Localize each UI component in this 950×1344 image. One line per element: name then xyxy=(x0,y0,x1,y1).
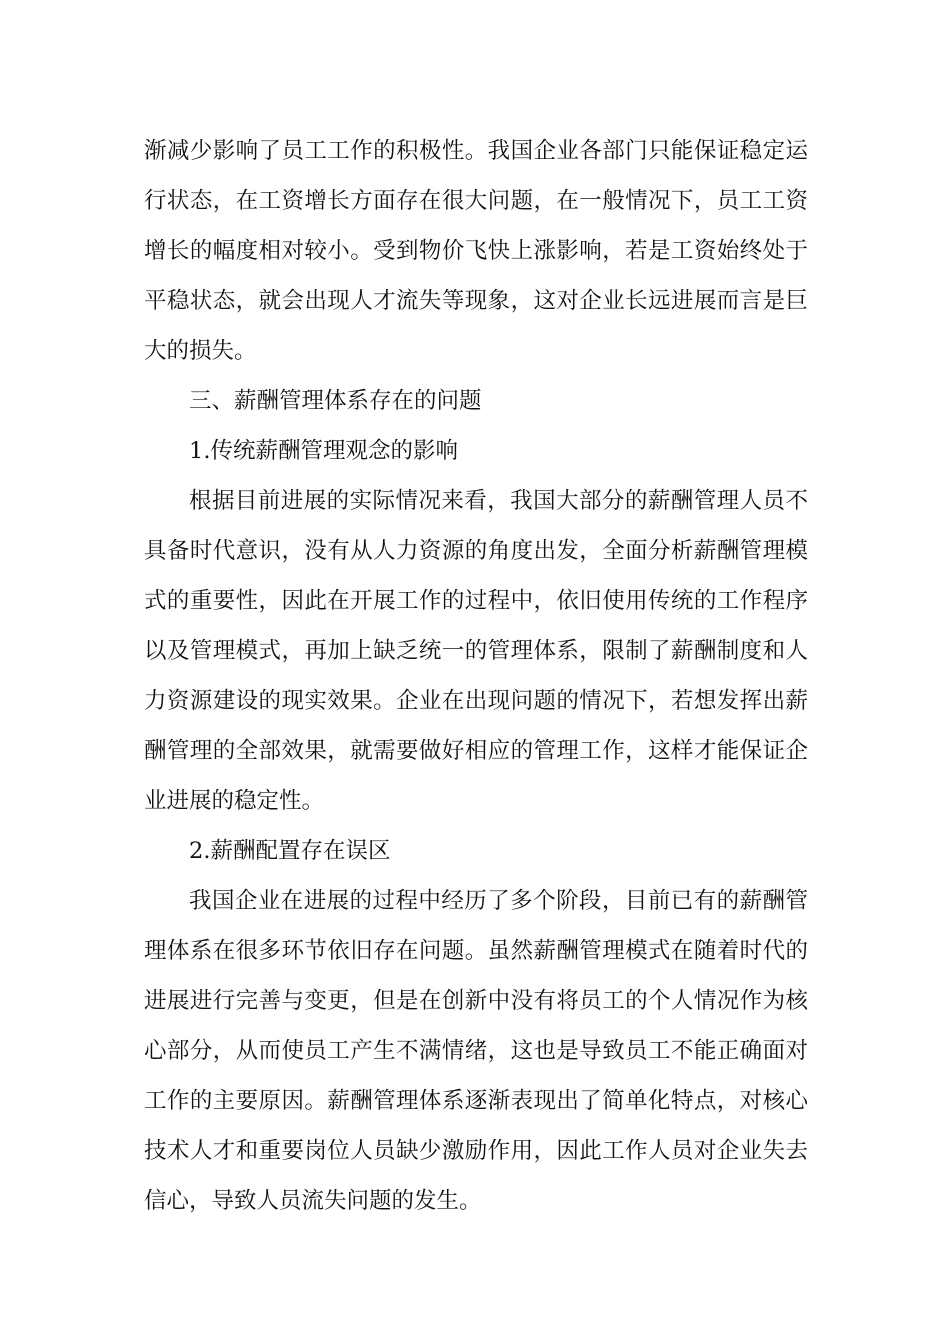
paragraph-salary-allocation: 我国企业在进展的过程中经历了多个阶段，目前已有的薪酬管理体系在很多环节依旧存在问题。虽然薪酬管理模式在随着时代的进展进行完善与变更，但是在创新中没有将员工的个人情况作为核心部分，从而使员工产生不满情绪，这也是导致员工不能正确面对工作的主要原因。薪酬管理体系逐渐表现出了简单化特点，对核心技术人才和重要岗位人员缺少激励作用，因此工作人员对企业失去信心，导致人员流失问题的发生。 xyxy=(144,888,808,1214)
subheading-traditional-concept: 1.传统薪酬管理观念的影响 xyxy=(189,438,458,464)
subheading-salary-allocation: 2.薪酬配置存在误区 xyxy=(189,838,391,864)
section-heading: 三、薪酬管理体系存在的问题 xyxy=(189,388,482,414)
paragraph-continued: 渐减少影响了员工工作的积极性。我国企业各部门只能保证稳定运行状态，在工资增长方面存在很大问题，在一般情况下，员工工资增长的幅度相对较小。受到物价飞快上涨影响，若是工资始终处于平稳状态，就会出现人才流失等现象，这对企业长远进展而言是巨大的损失。 xyxy=(144,138,808,364)
paragraph-traditional-concept: 根据目前进展的实际情况来看，我国大部分的薪酬管理人员不具备时代意识，没有从人力资源的角度出发，全面分析薪酬管理模式的重要性，因此在开展工作的过程中，依旧使用传统的工作程序以及管理模式，再加上缺乏统一的管理体系，限制了薪酬制度和人力资源建设的现实效果。企业在出现问题的情况下，若想发挥出薪酬管理的全部效果，就需要做好相应的管理工作，这样才能保证企业进展的稳定性。 xyxy=(144,488,808,814)
document-page xyxy=(144,126,808,1226)
